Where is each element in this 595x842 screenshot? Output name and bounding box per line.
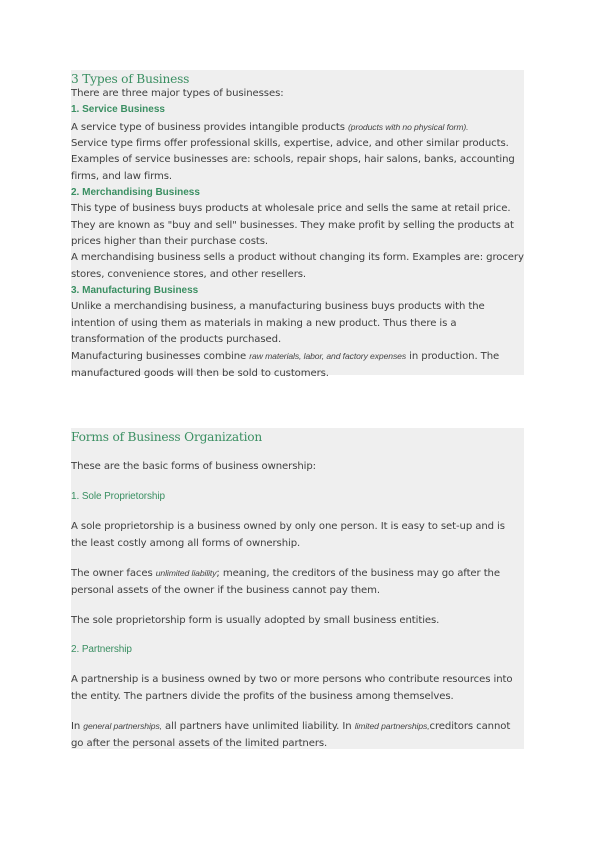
merchandising-paragraph-2: A merchandising business sells a product without changing its form. Examples are: grocery stores, convenience stores, and other resellers. [71,252,524,280]
partnership-paragraph-1: A partnership is a business owned by two or more persons who contribute resources into the entity. The partners divide the profits of the business among themselves. [71,674,513,702]
section-types-of-business [71,70,524,379]
section-title: Forms of Business Organization [71,430,263,444]
section-title: 3 Types of Business [71,72,190,86]
service-paragraph-1: A service type of business provides intangible products (products with no physical form). [71,121,469,133]
sole-paragraph-3: The sole proprietorship form is usually adopted by small business entities. [71,615,440,626]
intro-text: These are the basic forms of business ownership: [71,461,316,472]
intro-text: There are three major types of businesses: [71,88,284,99]
manufacturing-paragraph-2: Manufacturing businesses combine raw materials, labor, and factory expenses in production. The manufactured goods will then be sold to customers. [71,351,500,379]
service-business-heading: 1. Service Business [71,104,165,116]
manufacturing-business-heading: 3. Manufacturing Business [71,284,199,296]
section-forms-of-business [71,428,524,749]
merchandising-business-heading: 2. Merchandising Business [71,186,200,198]
manufacturing-paragraph-1: Unlike a merchandising business, a manufacturing business buys products with the intention of using them as materials in making a new product. Thus there is a transformation of the products purchased. [71,301,485,346]
partnership-paragraph-2: In general partnerships, all partners have unlimited liability. In limited partnerships,creditors cannot go after the personal assets of the limited partners. [71,721,511,749]
service-paragraph-2: Service type firms offer professional skills, expertise, advice, and other similar products. [71,138,509,150]
service-paragraph-3: Examples of service businesses are: schools, repair shops, hair salons, banks, accounting firms, and law firms. [71,154,515,182]
merchandising-paragraph-1: This type of business buys products at wholesale price and sells the same at retail price. They are known as "buy and sell" businesses. They make profit by selling the products at prices higher than their purchase costs. [71,203,514,248]
sole-paragraph-2: The owner faces unlimited liability; meaning, the creditors of the business may go after the personal assets of the owner if the business cannot pay them. [71,568,500,596]
partnership-heading: 2. Partnership [71,644,132,655]
sole-paragraph-1: A sole proprietorship is a business owned by only one person. It is easy to set-up and is the least costly among all forms of ownership. [71,521,505,549]
sole-proprietorship-heading: 1. Sole Proprietorship [71,491,165,502]
